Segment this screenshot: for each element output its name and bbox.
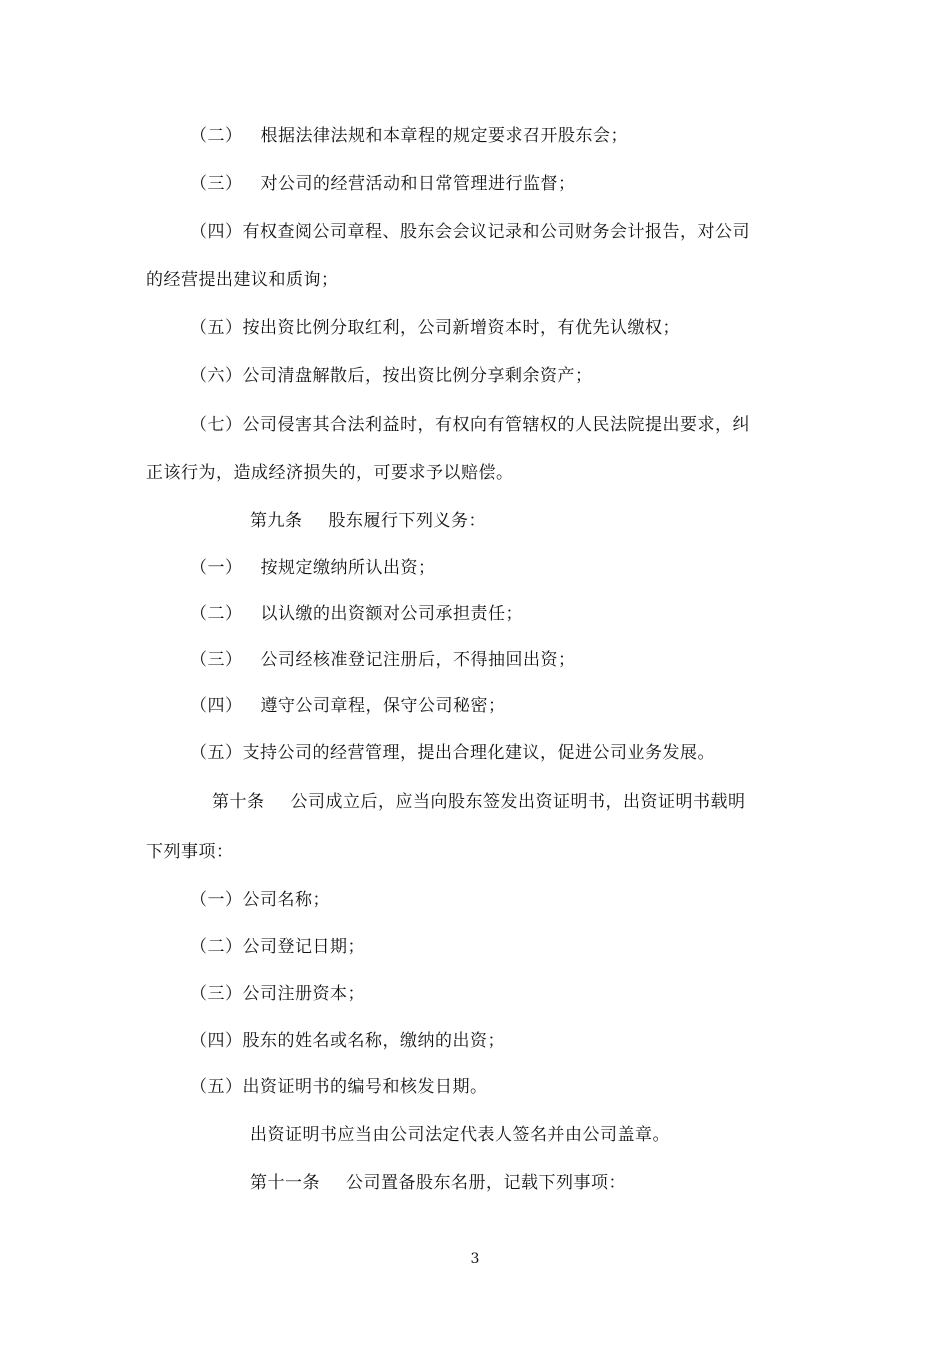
clause-line: （五）按出资比例分取红利，公司新增资本时，有优先认缴权； [190,318,680,338]
clause-line: （五）出资证明书的编号和核发日期。 [190,1077,488,1097]
article-text: 公司成立后，应当向股东签发出资证明书，出资证明书载明 [290,792,746,812]
article-text: 股东履行下列义务： [328,511,486,531]
clause-line: 正该行为，造成经济损失的，可要求予以赔偿。 [146,463,514,483]
page-number: 3 [470,1251,480,1267]
clause-line: （五）支持公司的经营管理，提出合理化建议，促进公司业务发展。 [190,743,715,763]
article-title: 第九条 [250,511,303,531]
clause-text: 按规定缴纳所认出资； [260,558,436,578]
article-heading [250,509,486,533]
clause-line: （一）公司名称； [190,890,330,910]
body-paragraph: 出资证明书应当由公司法定代表人签名并由公司盖章。 [250,1125,670,1145]
clause-text: 根据法律法规和本章程的规定要求召开股东会； [260,126,628,146]
clause-item [190,556,436,580]
article-continuation: 下列事项： [146,842,234,862]
clause-marker: （二） [190,604,243,624]
clause-line: （六）公司清盘解散后，按出资比例分享剩余资产； [190,366,593,386]
article-heading [250,1171,626,1195]
clause-text: 以认缴的出资额对公司承担责任； [260,604,523,624]
clause-line: （七）公司侵害其合法利益时，有权向有管辖权的人民法院提出要求，纠 [190,415,750,435]
clause-line: 的经营提出建议和质询； [146,270,339,290]
clause-line: （二）公司登记日期； [190,937,365,957]
clause-marker: （四） [190,696,243,716]
clause-text: 公司经核准登记注册后，不得抽回出资； [260,650,576,670]
article-text: 公司置备股东名册，记载下列事项： [346,1173,626,1193]
clause-marker: （三） [190,650,243,670]
article-title: 第十条 [212,792,265,812]
clause-marker: （二） [190,126,243,146]
clause-item [190,172,576,196]
clause-line: （三）公司注册资本； [190,984,365,1004]
article-heading [212,790,746,814]
clause-text: 对公司的经营活动和日常管理进行监督； [260,174,576,194]
article-title: 第十一条 [250,1173,320,1193]
clause-item [190,694,506,718]
clause-marker: （三） [190,174,243,194]
clause-item [190,124,628,148]
clause-item [190,648,576,672]
clause-line: （四）有权查阅公司章程、股东会会议记录和公司财务会计报告，对公司 [190,222,750,242]
clause-item [190,602,523,626]
clause-line: （四）股东的姓名或名称，缴纳的出资； [190,1031,505,1051]
clause-text: 遵守公司章程，保守公司秘密； [260,696,506,716]
clause-marker: （一） [190,558,243,578]
